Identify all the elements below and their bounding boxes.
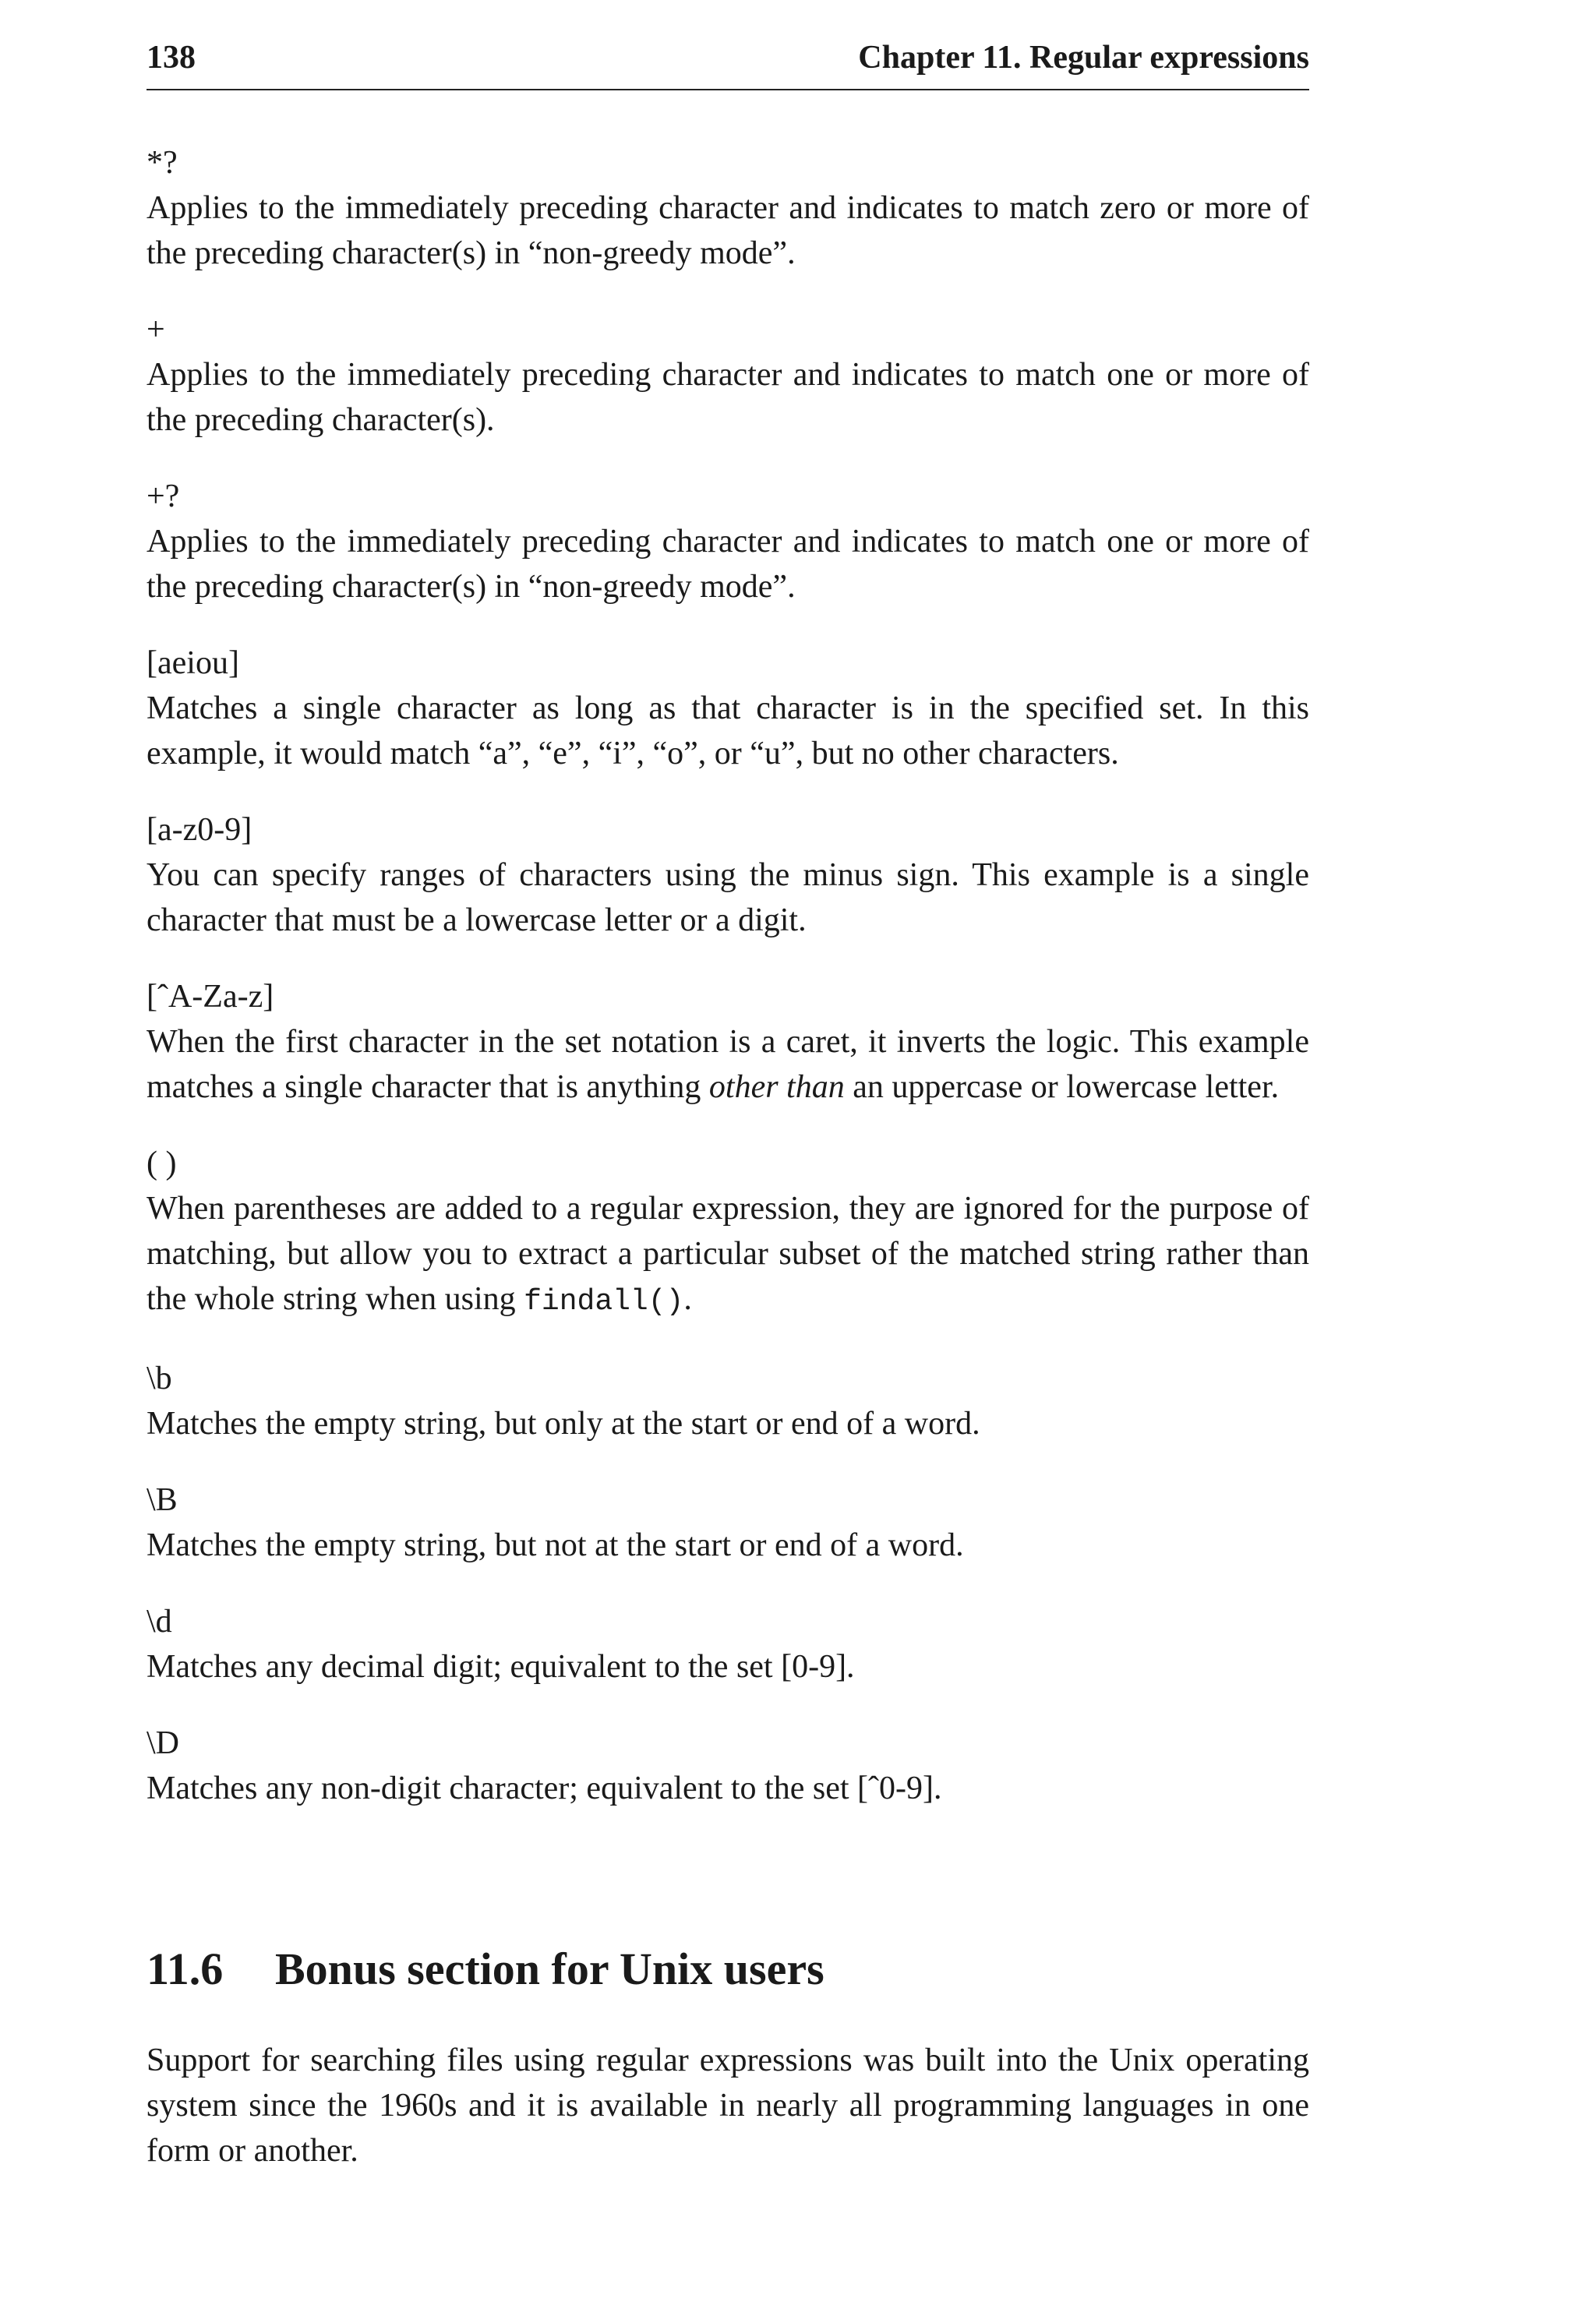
- definition-term: [ˆA-Za-z]: [147, 979, 274, 1015]
- definition-entry: [147, 807, 1309, 943]
- description-text: an uppercase or lowercase letter.: [844, 1069, 1280, 1105]
- definition-description: [147, 1019, 1309, 1110]
- definition-term: ( ): [147, 1146, 177, 1181]
- definition-term: \D: [147, 1725, 179, 1761]
- definition-term: +?: [147, 478, 180, 514]
- section-title: Bonus section for Unix users: [275, 1944, 824, 1994]
- description-text: .: [683, 1281, 692, 1317]
- definition-entry: [147, 974, 1309, 1110]
- running-head: [147, 39, 1309, 90]
- definition-term: +: [147, 312, 165, 348]
- definition-description: Matches any non-digit character; equivalent to the set [ˆ0-9].: [147, 1771, 942, 1806]
- definition-term: [a-z0-9]: [147, 812, 252, 848]
- definition-entry: [147, 1141, 1309, 1325]
- description-text: When parentheses are added to a regular expression, they are ignored for the purpose of matching, but allow you to extract a particular subset of the matched string rather than the whole string when using: [147, 1191, 1309, 1317]
- description-text: When the first character in the set notation is a caret, it inverts the logic. This example matches a single character that is anything: [147, 1024, 1309, 1105]
- section-number: 11.6: [147, 1944, 224, 1994]
- definition-entry: [147, 140, 1309, 276]
- definition-entry: [147, 474, 1309, 609]
- definition-entry: [147, 641, 1309, 776]
- definition-description: Applies to the immediately preceding character and indicates to match one or more of the preceding character(s) in “non-greedy mode”.: [147, 524, 1309, 605]
- definition-term: \B: [147, 1482, 178, 1518]
- section-paragraph: Support for searching files using regular expressions was built into the Unix operating system since the 1960s and it is available in nearly all programming languages in one form or another.: [147, 2042, 1309, 2169]
- emphasis-text: other than: [708, 1069, 845, 1105]
- definition-description: [147, 1186, 1309, 1325]
- definition-description: Matches the empty string, but only at the start or end of a word.: [147, 1406, 980, 1442]
- definition-description: Applies to the immediately preceding character and indicates to match zero or more of the preceding character(s) in “non-greedy mode”.: [147, 190, 1309, 271]
- chapter-title: Chapter 11. Regular expressions: [858, 40, 1309, 76]
- definition-term: \b: [147, 1361, 172, 1396]
- definition-entry: [147, 1721, 1309, 1811]
- definition-description: Applies to the immediately preceding character and indicates to match one or more of the preceding character(s).: [147, 357, 1309, 438]
- inline-code: findall(): [524, 1285, 684, 1319]
- definition-description: You can specify ranges of characters using the minus sign. This example is a single character that must be a lowercase letter or a digit.: [147, 857, 1309, 938]
- definition-term: *?: [147, 145, 178, 181]
- page-number: 138: [147, 40, 196, 76]
- definition-list: [147, 140, 1309, 1842]
- section-heading: [147, 1942, 824, 1997]
- definition-term: \d: [147, 1604, 172, 1640]
- definition-entry: [147, 307, 1309, 443]
- definition-description: Matches the empty string, but not at the start or end of a word.: [147, 1527, 964, 1563]
- definition-entry: [147, 1599, 1309, 1689]
- definition-description: Matches a single character as long as that character is in the specified set. In this example, it would match “a”, “e”, “i”, “o”, or “u”, but no other characters.: [147, 690, 1309, 771]
- definition-description: Matches any decimal digit; equivalent to the set [0-9].: [147, 1649, 855, 1685]
- definition-entry: [147, 1356, 1309, 1446]
- definition-entry: [147, 1478, 1309, 1568]
- definition-term: [aeiou]: [147, 645, 239, 681]
